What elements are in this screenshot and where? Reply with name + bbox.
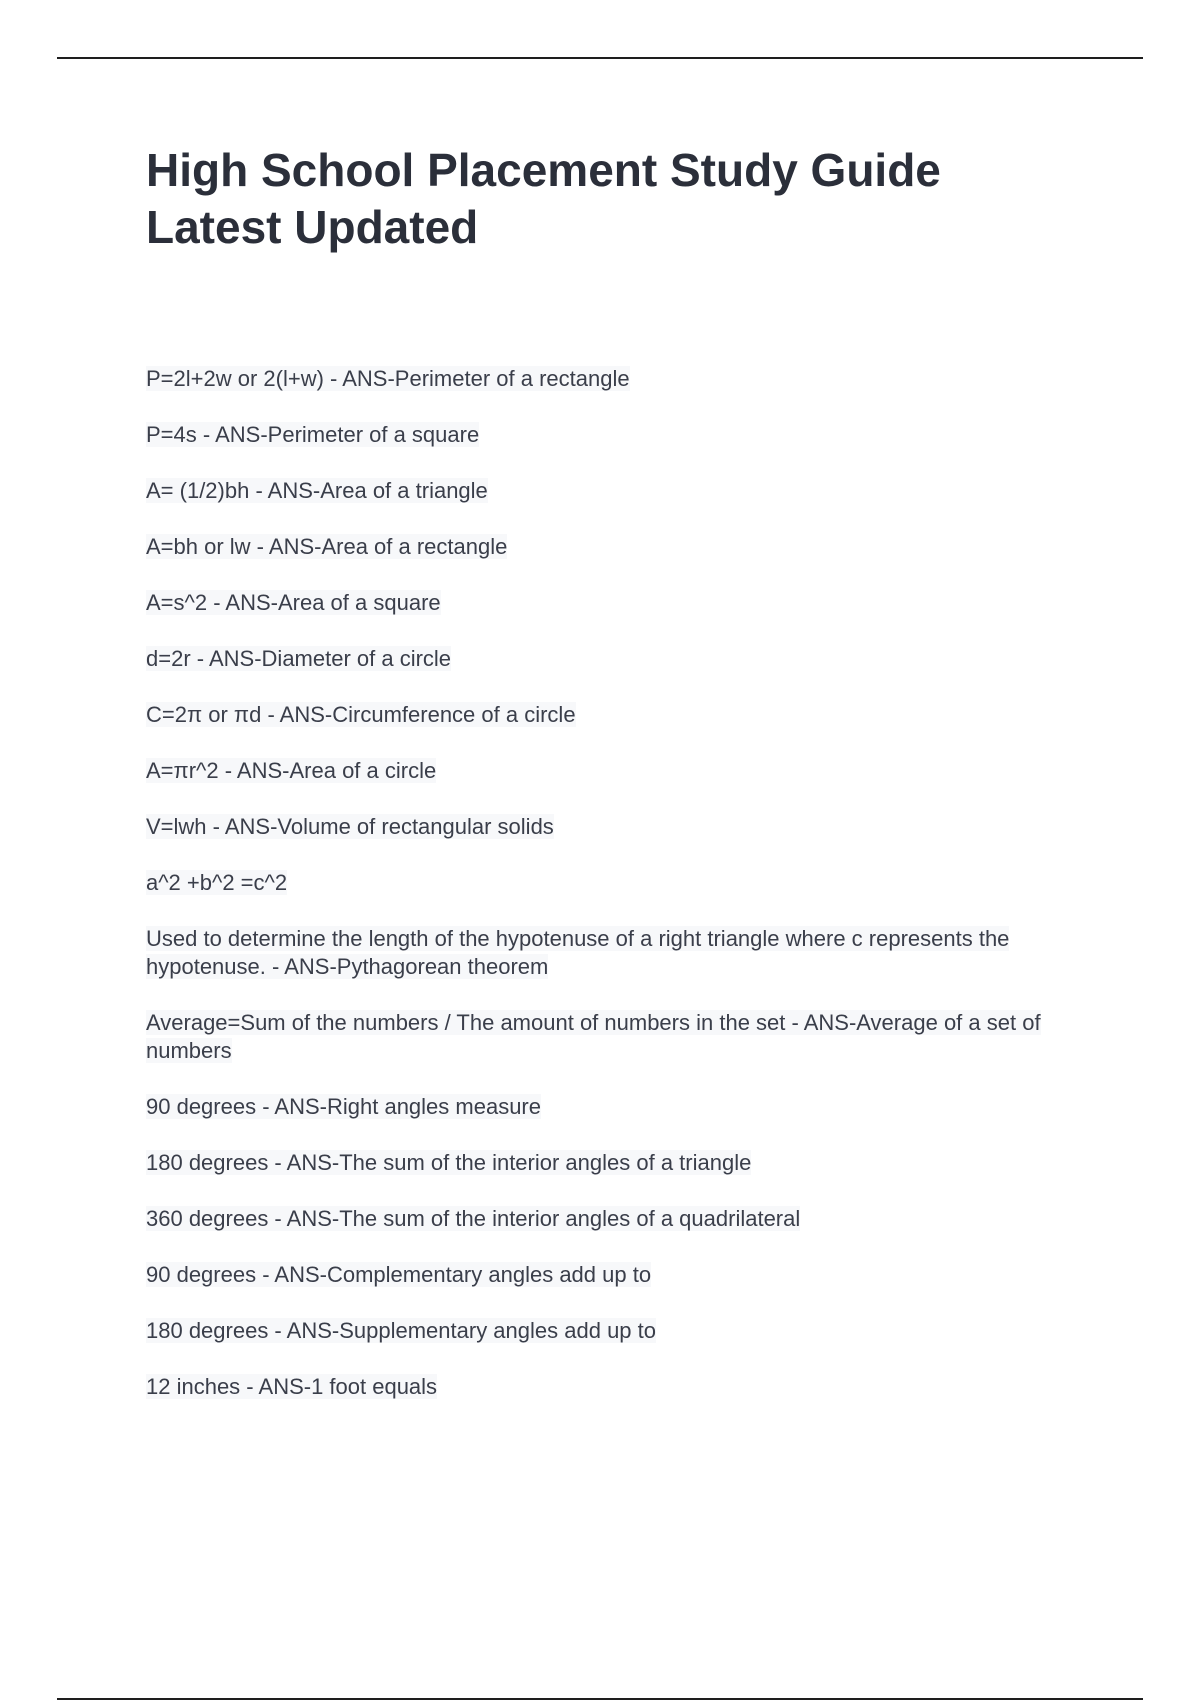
flashcard-item <box>146 533 1076 561</box>
flashcard-text: P=2l+2w or 2(l+w) - ANS-Perimeter of a rectangle <box>146 366 630 391</box>
flashcard-item <box>146 1093 1076 1121</box>
flashcard-text: 90 degrees - ANS-Complementary angles add up to <box>146 1262 652 1287</box>
flashcard-text: 180 degrees - ANS-The sum of the interior angles of a triangle <box>146 1150 752 1175</box>
flashcard-item <box>146 757 1076 785</box>
flashcard-item <box>146 813 1076 841</box>
flashcard-item <box>146 869 1076 897</box>
flashcard-item <box>146 1009 1076 1065</box>
flashcard-item <box>146 421 1076 449</box>
flashcard-text: A=πr^2 - ANS-Area of a circle <box>146 758 437 783</box>
header-rule <box>57 57 1143 59</box>
page-title: High School Placement Study Guide Latest Updated <box>146 144 941 253</box>
flashcard-text: A=bh or lw - ANS-Area of a rectangle <box>146 534 508 559</box>
flashcard-item <box>146 645 1076 673</box>
flashcard-list <box>146 365 1076 1429</box>
flashcard-item <box>146 1149 1076 1177</box>
flashcard-text: C=2π or πd - ANS-Circumference of a circle <box>146 702 576 727</box>
flashcard-text: P=4s - ANS-Perimeter of a square <box>146 422 480 447</box>
flashcard-item <box>146 1373 1076 1401</box>
flashcard-text: 360 degrees - ANS-The sum of the interior angles of a quadrilateral <box>146 1206 801 1231</box>
flashcard-text: Used to determine the length of the hypotenuse of a right triangle where c represents the hypotenuse. - ANS-Pythagorean theorem <box>146 926 1010 979</box>
flashcard-item <box>146 589 1076 617</box>
flashcard-item <box>146 925 1076 981</box>
flashcard-item <box>146 701 1076 729</box>
flashcard-item <box>146 1205 1076 1233</box>
flashcard-text: 12 inches - ANS-1 foot equals <box>146 1374 438 1399</box>
flashcard-text: 180 degrees - ANS-Supplementary angles add up to <box>146 1318 656 1343</box>
flashcard-text: Average=Sum of the numbers / The amount of numbers in the set - ANS-Average of a set of numbers <box>146 1010 1041 1063</box>
flashcard-text: A= (1/2)bh - ANS-Area of a triangle <box>146 478 488 503</box>
flashcard-text: A=s^2 - ANS-Area of a square <box>146 590 441 615</box>
flashcard-text: V=lwh - ANS-Volume of rectangular solids <box>146 814 554 839</box>
flashcard-item <box>146 1261 1076 1289</box>
flashcard-text: d=2r - ANS-Diameter of a circle <box>146 646 452 671</box>
flashcard-text: a^2 +b^2 =c^2 <box>146 870 288 895</box>
flashcard-item <box>146 365 1076 393</box>
flashcard-text: 90 degrees - ANS-Right angles measure <box>146 1094 541 1119</box>
flashcard-item <box>146 1317 1076 1345</box>
flashcard-item <box>146 477 1076 505</box>
